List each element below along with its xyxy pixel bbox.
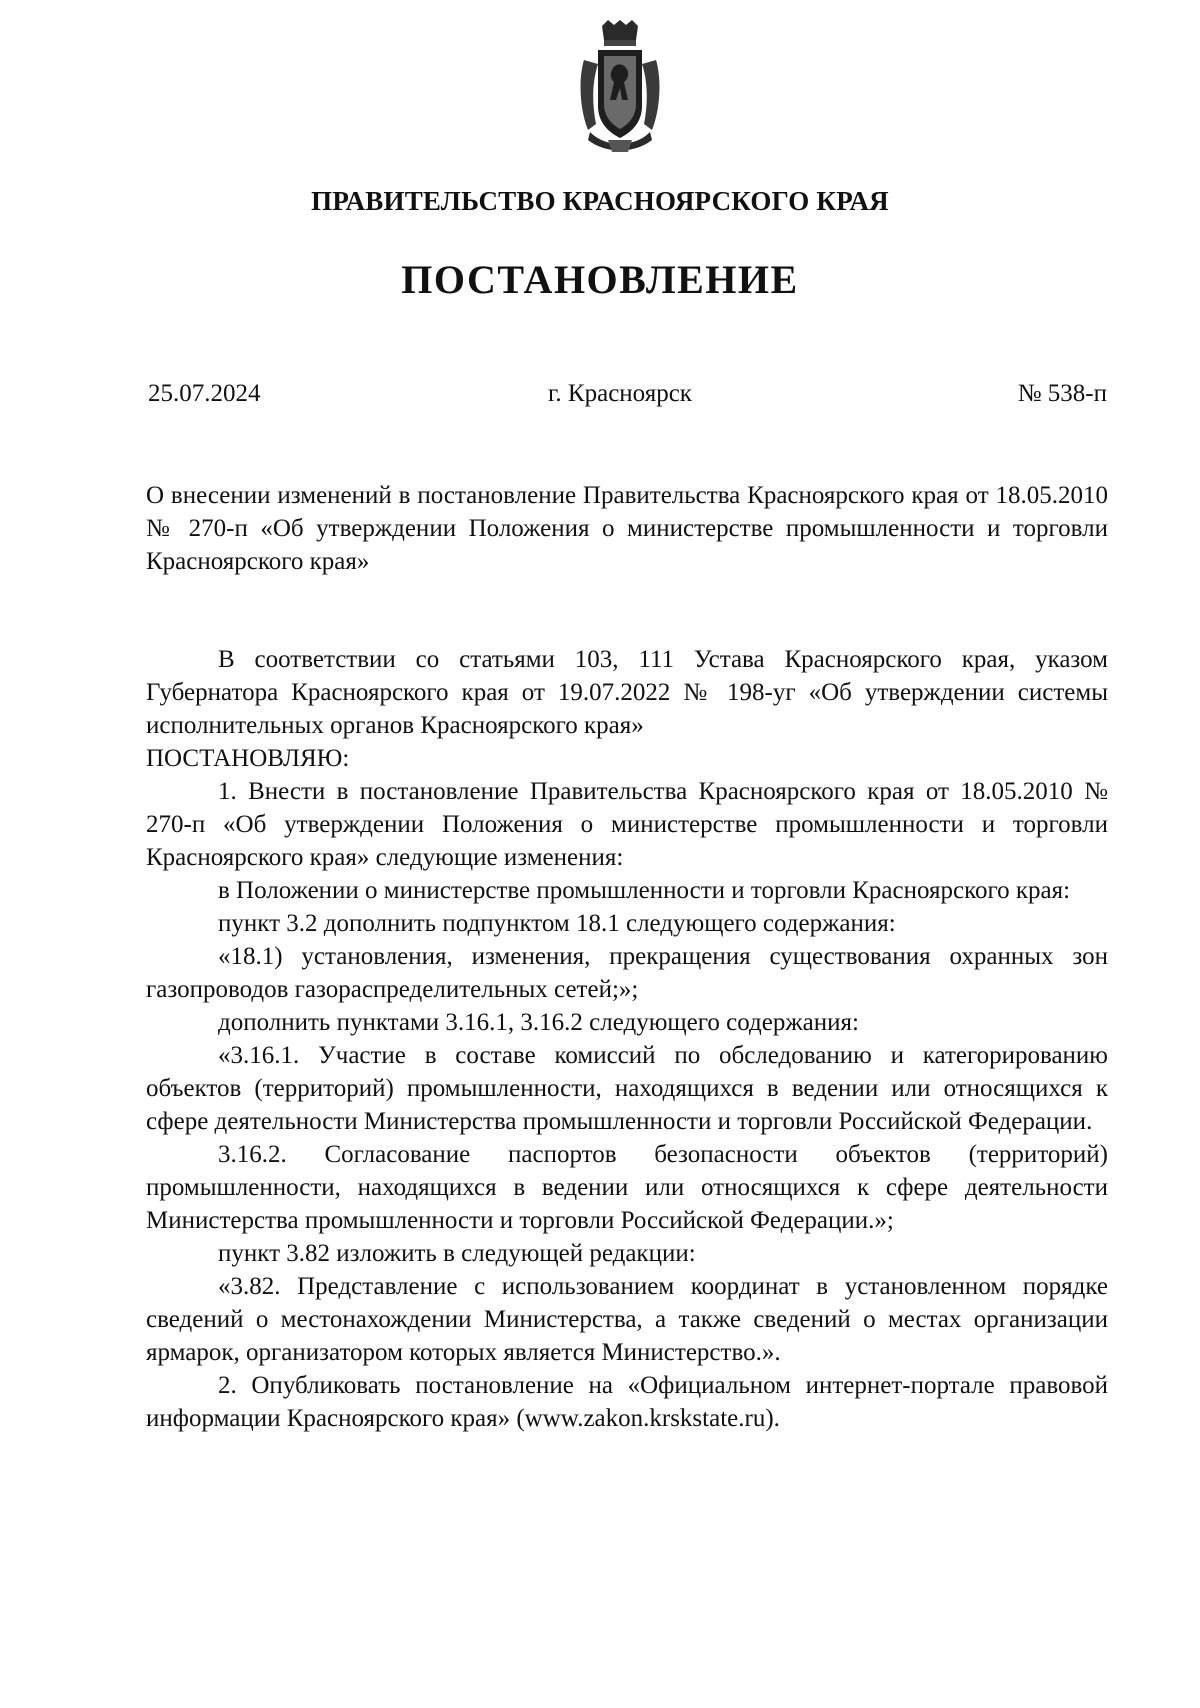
body-paragraph: 2. Опубликовать постановление на «Официальном интернет-портале правовой информации Красноярского края» (www.zakon.krskstate.ru). — [146, 1372, 1108, 1432]
document-body — [146, 643, 1108, 1435]
body-paragraph: пункт 3.2 дополнить подпунктом 18.1 следующего содержания: — [218, 910, 896, 937]
document-subject: О внесении изменений в постановление Правительства Красноярского края от 18.05.2010 № 270-п «Об утверждении Положения о министерстве промышленности и торговли Красноярского края» — [146, 482, 1108, 575]
body-paragraph: «3.82. Представление с использованием координат в установленном порядке сведений о местонахождении Министерства, а также сведений о местах организации ярмарок, организатором которых является Министерство.». — [146, 1273, 1108, 1366]
document-type-title: ПОСТАНОВЛЕНИЕ — [401, 257, 799, 302]
document-date: 25.07.2024 — [148, 380, 261, 407]
organization-title: ПРАВИТЕЛЬСТВО КРАСНОЯРСКОГО КРАЯ — [311, 186, 889, 216]
document-city: г. Красноярск — [548, 380, 692, 407]
body-paragraph: в Положении о министерстве промышленности и торговли Красноярского края: — [218, 877, 1071, 904]
body-paragraph: ПОСТАНОВЛЯЮ: — [146, 745, 350, 772]
body-paragraph: «18.1) установления, изменения, прекращения существования охранных зон газопроводов газораспределительных сетей;»; — [146, 943, 1108, 1003]
body-paragraph: В соответствии со статьями 103, 111 Устава Красноярского края, указом Губернатора Красноярского края от 19.07.2022 № 198-уг «Об утверждении системы исполнительных органов Красноярского края» — [146, 646, 1108, 739]
body-paragraph: «3.16.1. Участие в составе комиссий по обследованию и категорированию объектов (территорий) промышленности, находящихся в ведении или относящихся к сфере деятельности Министерства промышленности и торговли Российской Федерации. — [146, 1042, 1108, 1135]
coat-of-arms-icon — [578, 20, 662, 154]
document-number: № 538-п — [1017, 380, 1107, 407]
body-paragraph: дополнить пунктами 3.16.1, 3.16.2 следующего содержания: — [218, 1009, 859, 1036]
body-paragraph: 1. Внести в постановление Правительства Красноярского края от 18.05.2010 № 270-п «Об утверждении Положения о министерстве промышленности и торговли Красноярского края» следующие изменения: — [146, 778, 1108, 871]
body-paragraph: 3.16.2. Согласование паспортов безопасности объектов (территорий) промышленности, находящихся в ведении или относящихся к сфере деятельности Министерства промышленности и торговли Российской Федерации.»; — [146, 1141, 1108, 1234]
body-paragraph: пункт 3.82 изложить в следующей редакции: — [218, 1240, 696, 1267]
